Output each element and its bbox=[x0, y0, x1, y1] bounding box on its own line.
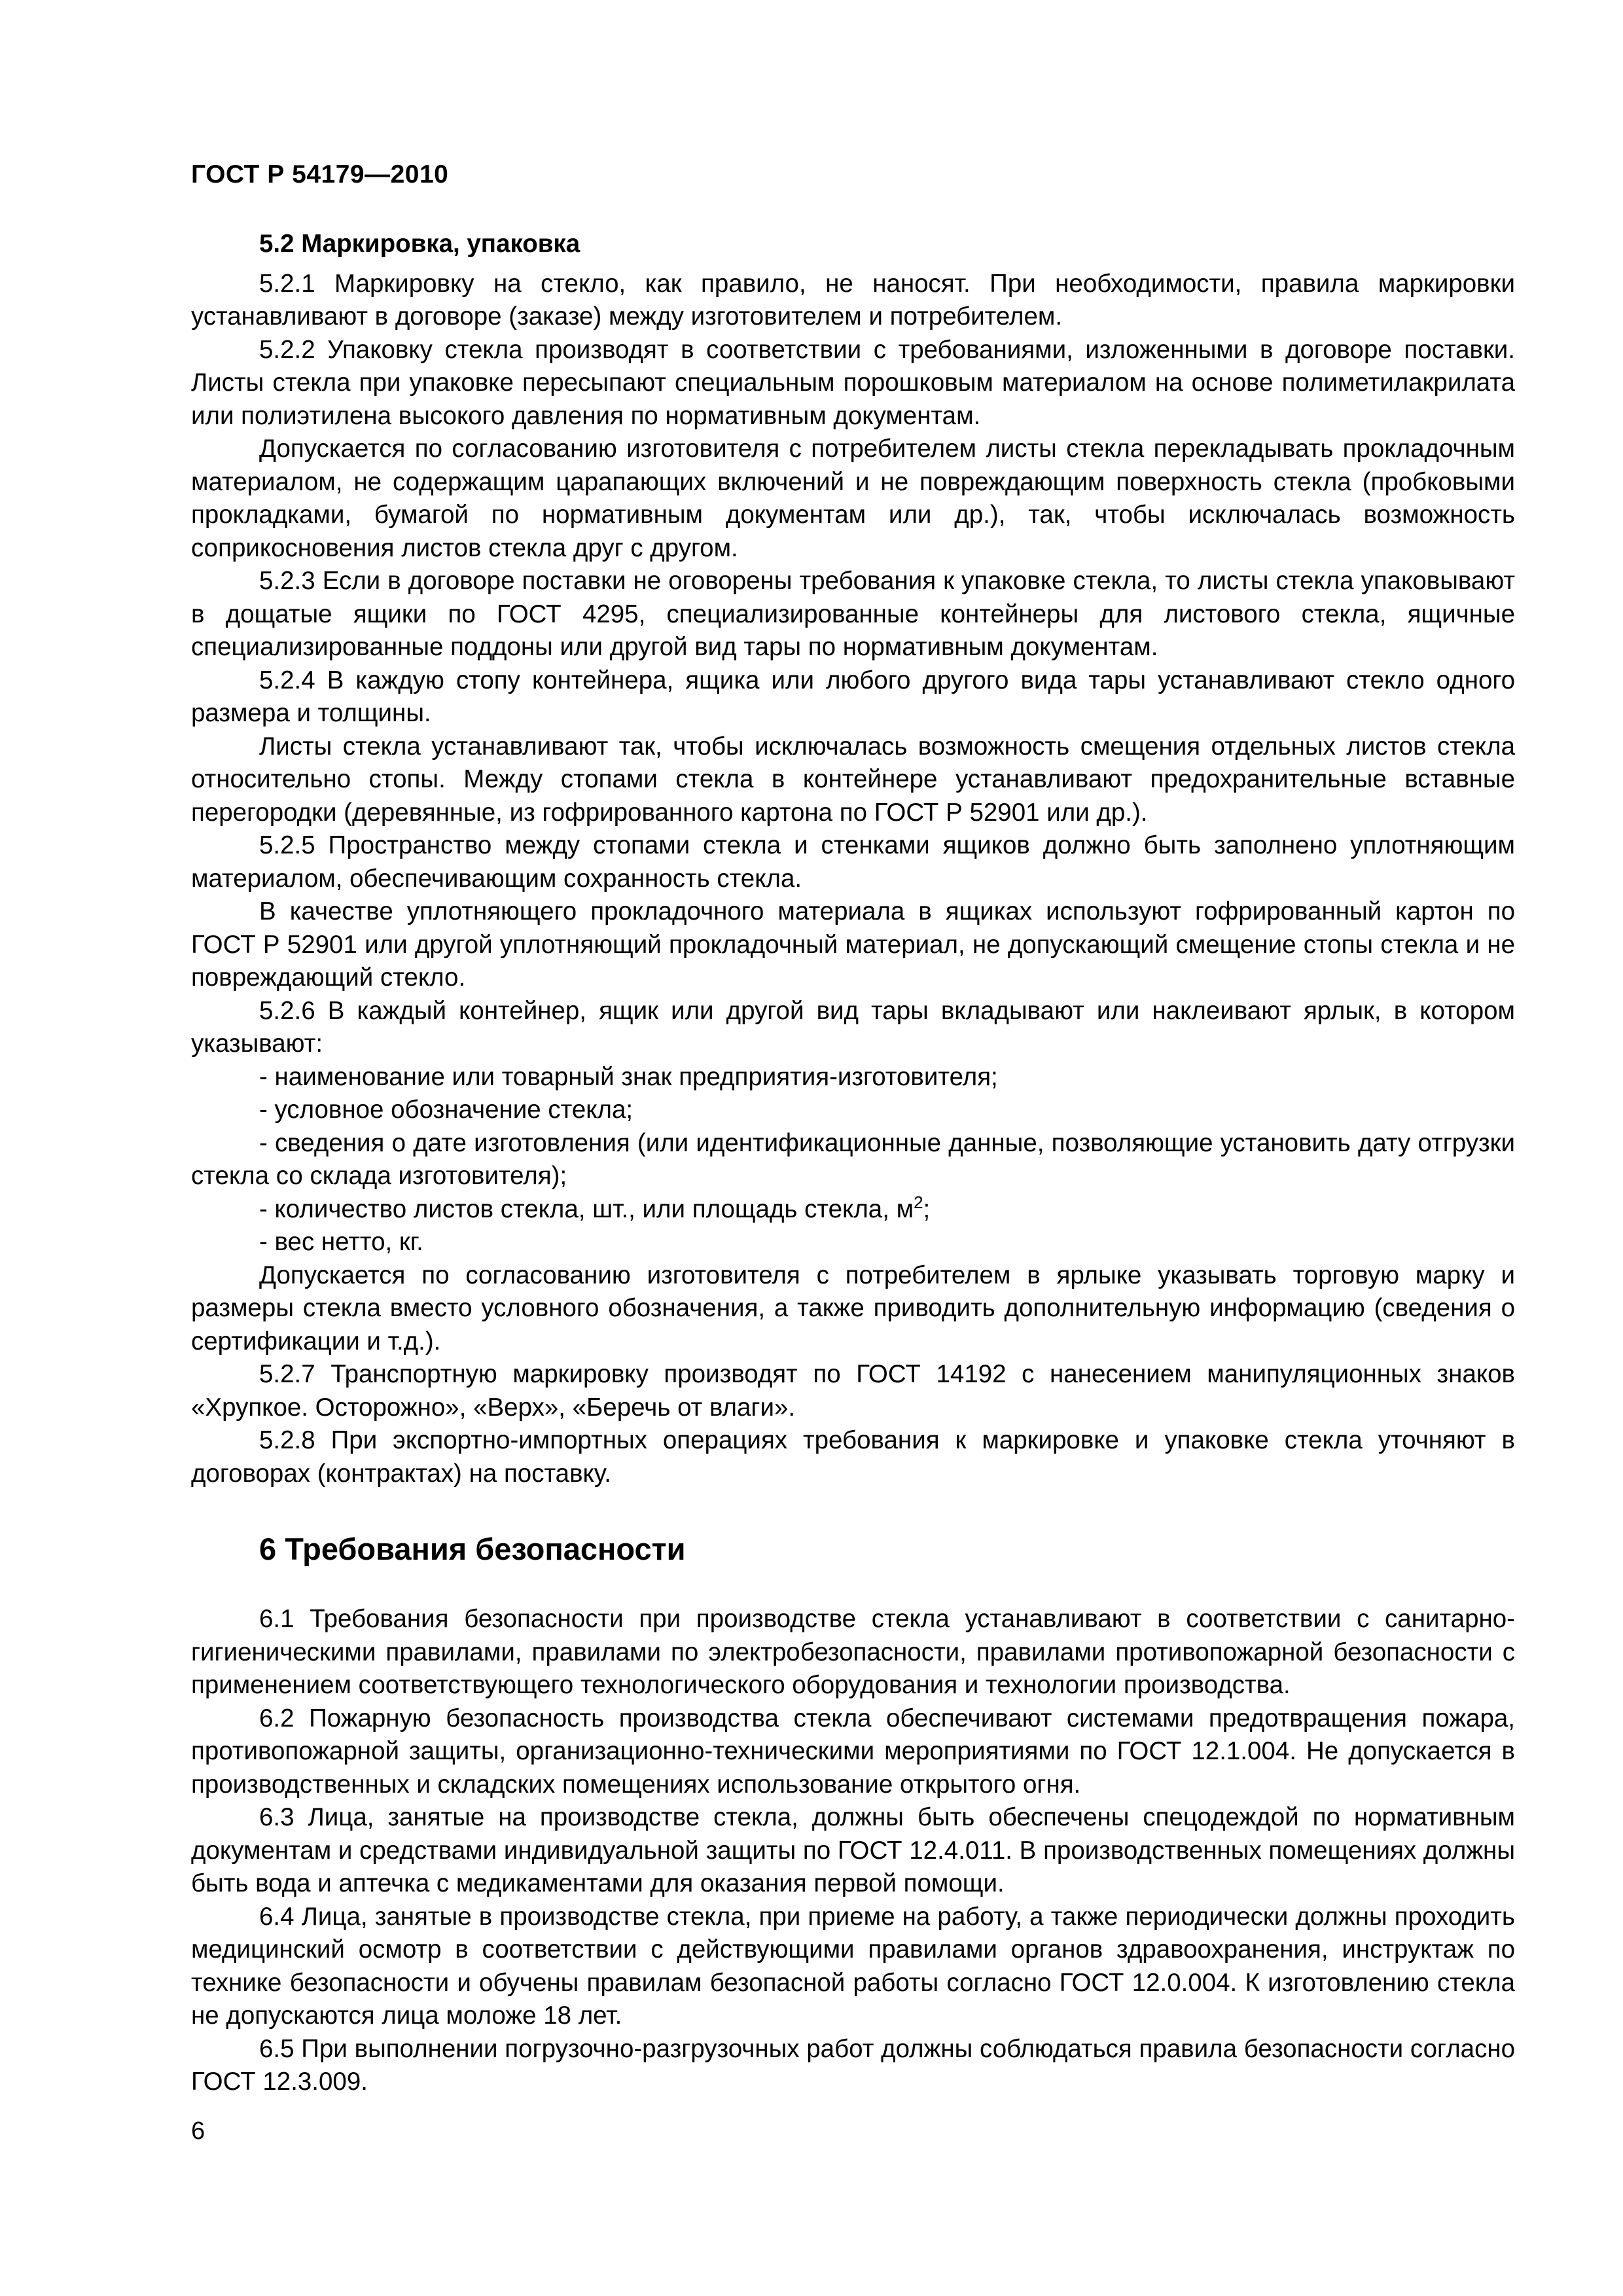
paragraph-5-2-2: 5.2.2 Упаковку стекла производят в соответствии с требованиями, изложенными в договоре поставки. Листы стекла при упаковке пересыпают специальным порошковым материалом на основе полиметилакрилата или полиэтилена высокого давления по нормативным документам. bbox=[191, 335, 1515, 430]
list-item-quantity-text: - количество листов стекла, шт., или площадь стекла, м bbox=[259, 1194, 914, 1223]
paragraph-6-3: 6.3 Лица, занятые на производстве стекла, должны быть обеспечены спецодеждой по нормативным документам и средствами индивидуальной защиты по ГОСТ 12.4.011. В производственных помещениях должны быть вода и аптечка с медикаментами для оказания первой помощи. bbox=[191, 1803, 1515, 1897]
paragraph-5-2-3: 5.2.3 Если в договоре поставки не оговорены требования к упаковке стекла, то листы стекла упаковывают в дощатые ящики по ГОСТ 4295, специализированные контейнеры для листового стекла, ящичные специализированные поддоны или другой вид тары по нормативным документам. bbox=[191, 567, 1515, 661]
list-item-quantity bbox=[191, 1193, 1515, 1227]
subsection-title-5-2: 5.2 Маркировка, упаковка bbox=[259, 230, 580, 258]
paragraph-5-2-1: 5.2.1 Маркировку на стекло, как правило, не наносят. При необходимости, правила маркировки устанавливают в договоре (заказе) между изготовителем и потребителем. bbox=[191, 269, 1515, 331]
document-page bbox=[191, 0, 1515, 2296]
document-body bbox=[191, 228, 1515, 2099]
page-number: 6 bbox=[191, 2117, 205, 2145]
paragraph-5-2-7: 5.2.7 Транспортную маркировку производят по ГОСТ 14192 с нанесением манипуляционных знаков «Хрупкое. Осторожно», «Верх», «Беречь от влаги». bbox=[191, 1360, 1515, 1422]
document-code-header: ГОСТ Р 54179—2010 bbox=[191, 160, 449, 188]
paragraph-5-2-8: 5.2.8 При экспортно-импортных операциях требования к маркировке и упаковке стекла уточняют в договорах (контрактах) на поставку. bbox=[191, 1426, 1515, 1488]
paragraph-6-2: 6.2 Пожарную безопасность производства стекла обеспечивают системами предотвращения пожара, противопожарной защиты, организационно-техническими мероприятиями по ГОСТ 12.1.004. Не допускается в производственных и складских помещениях использование открытого огня. bbox=[191, 1704, 1515, 1799]
paragraph-5-2-6-continued: Допускается по согласованию изготовителя с потребителем в ярлыке указывать торговую марку и размеры стекла вместо условного обозначения, а также приводить дополнительную информацию (сведения о сертификации и т.д.). bbox=[191, 1261, 1515, 1355]
list-item-manufacturer: - наименование или товарный знак предприятия-изготовителя; bbox=[259, 1062, 998, 1091]
paragraph-6-1: 6.1 Требования безопасности при производстве стекла устанавливают в соответствии с санитарно-гигиеническими правилами, правилами по электробезопасности, правилами противопожарной безопасности с применением соответствующего технологического оборудования и технологии производства. bbox=[191, 1605, 1515, 1699]
paragraph-6-5: 6.5 При выполнении погрузочно-разгрузочных работ должны соблюдаться правила безопасности согласно ГОСТ 12.3.009. bbox=[191, 2034, 1515, 2096]
paragraph-5-2-2-continued: Допускается по согласованию изготовителя с потребителем листы стекла перекладывать прокладочным материалом, не содержащим царапающих включений и не повреждающим поверхность стекла (пробковыми прокладками, бумагой по нормативным документам или др.), так, чтобы исключалась возможность соприкосновения листов стекла друг с другом. bbox=[191, 435, 1515, 562]
list-item-designation: - условное обозначение стекла; bbox=[259, 1096, 633, 1124]
paragraph-6-4: 6.4 Лица, занятые в производстве стекла, при приеме на работу, а также периодически должны проходить медицинский осмотр в соответствии с действующими правилами органов здравоохранения, инструктаж по технике безопасности и обучены правилам безопасной работы согласно ГОСТ 12.0.004. К изготовлению стекла не допускаются лица моложе 18 лет. bbox=[191, 1902, 1515, 2030]
list-item-quantity-end: ; bbox=[923, 1194, 931, 1223]
paragraph-5-2-5-continued: В качестве уплотняющего прокладочного материала в ящиках используют гофрированный картон по ГОСТ Р 52901 или другой уплотняющий прокладочный материал, не допускающий смещение стопы стекла и не повреждающий стекло. bbox=[191, 897, 1515, 992]
paragraph-5-2-5: 5.2.5 Пространство между стопами стекла и стенками ящиков должно быть заполнено уплотняющим материалом, обеспечивающим сохранность стекла. bbox=[191, 831, 1515, 893]
paragraph-5-2-4: 5.2.4 В каждую стопу контейнера, ящика или любого другого вида тары устанавливают стекло одного размера и толщины. bbox=[191, 666, 1515, 727]
section-title-6: 6 Требования безопасности bbox=[259, 1532, 686, 1566]
paragraph-5-2-4-continued: Листы стекла устанавливают так, чтобы исключалась возможность смещения отдельных листов стекла относительно стопы. Между стопами стекла в контейнере устанавливают предохранительные вставные перегородки (деревянные, из гофрированного картона по ГОСТ Р 52901 или др.). bbox=[191, 732, 1515, 827]
paragraph-5-2-6: 5.2.6 В каждый контейнер, ящик или другой вид тары вкладывают или наклеивают ярлык, в котором указывают: bbox=[191, 996, 1515, 1058]
list-item-manufacture-date: - сведения о дате изготовления (или идентификационные данные, позволяющие установить дату отгрузки стекла со склада изготовителя); bbox=[191, 1128, 1515, 1190]
superscript-square: 2 bbox=[914, 1192, 923, 1212]
list-item-net-weight: - вес нетто, кг. bbox=[259, 1228, 423, 1256]
